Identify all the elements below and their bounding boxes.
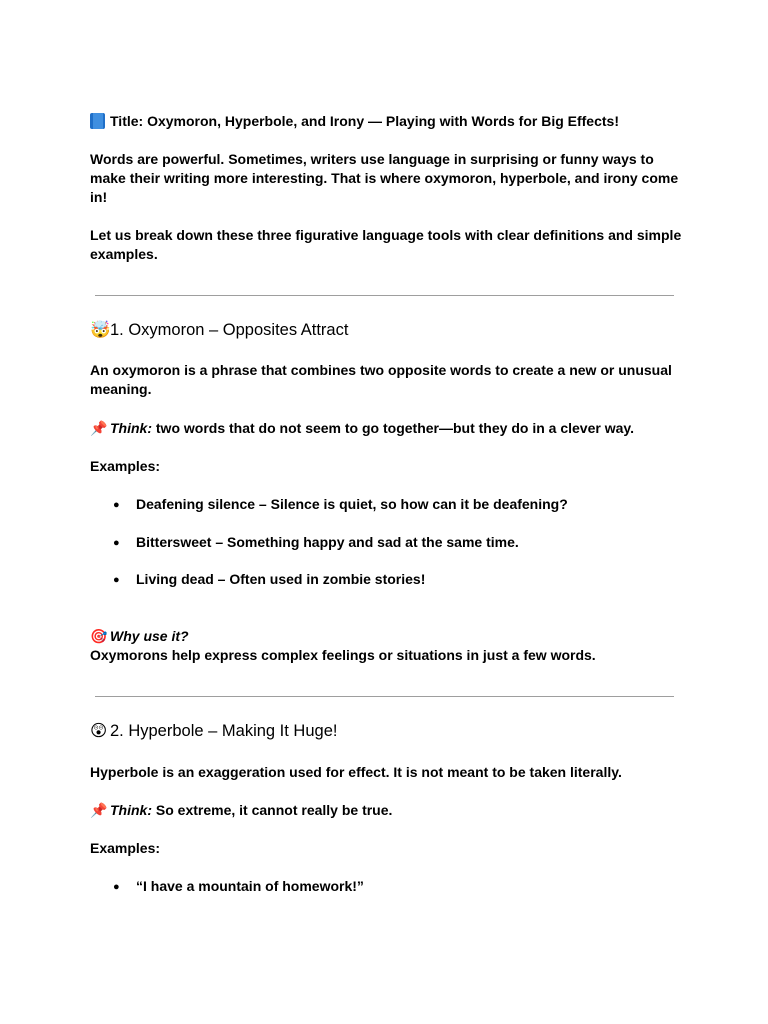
bullet-icon: ● bbox=[113, 881, 120, 893]
bullet-icon: ● bbox=[113, 499, 120, 511]
list-item bbox=[113, 533, 693, 553]
hyperbole-examples-label: Examples: bbox=[90, 840, 161, 856]
pushpin-icon: 📌 bbox=[90, 803, 108, 819]
pushpin-icon: 📌 bbox=[90, 421, 108, 437]
why-label: Why use it? bbox=[110, 628, 189, 644]
book-icon bbox=[90, 113, 105, 129]
oxymoron-think bbox=[90, 419, 690, 439]
intro-paragraph-2: Let us break down these three figurative language tools with clear definitions and simple examples. bbox=[90, 227, 682, 262]
document-title bbox=[90, 112, 690, 131]
hyperbole-definition: Hyperbole is an exaggeration used for effect. It is not meant to be taken literally. bbox=[90, 764, 622, 780]
hyperbole-heading-text: 2. Hyperbole – Making It Huge! bbox=[110, 722, 338, 740]
section-divider bbox=[95, 696, 674, 697]
hyperbole-heading bbox=[90, 721, 690, 741]
list-item bbox=[113, 877, 693, 897]
think-text: So extreme, it cannot really be true. bbox=[152, 802, 393, 818]
target-icon: 🎯 bbox=[90, 629, 108, 645]
list-item-text: Bittersweet – Something happy and sad at the same time. bbox=[136, 534, 519, 550]
intro-paragraph-1: Words are powerful. Sometimes, writers use language in surprising or funny ways to make their writing more interesting. That is where oxymoron, hyperbole, and irony come in! bbox=[90, 151, 679, 205]
oxymoron-why-text: Oxymorons help express complex feelings or situations in just a few words. bbox=[90, 647, 596, 663]
section-divider bbox=[95, 295, 674, 296]
bullet-icon: ● bbox=[113, 537, 120, 549]
think-label: Think: bbox=[110, 420, 152, 436]
oxymoron-definition: An oxymoron is a phrase that combines two opposite words to create a new or unusual meaning. bbox=[90, 362, 672, 397]
list-item bbox=[113, 570, 693, 590]
bullet-icon: ● bbox=[113, 574, 120, 586]
list-item bbox=[113, 495, 693, 515]
oxymoron-examples-label: Examples: bbox=[90, 458, 161, 474]
hyperbole-think bbox=[90, 801, 690, 821]
astonished-face-icon: 😲 bbox=[90, 721, 108, 740]
oxymoron-heading bbox=[90, 320, 690, 340]
list-item-text: “I have a mountain of homework!” bbox=[136, 878, 364, 894]
oxymoron-why-label bbox=[90, 627, 690, 647]
list-item-text: Deafening silence – Silence is quiet, so how can it be deafening? bbox=[136, 496, 568, 512]
think-label: Think: bbox=[110, 802, 152, 818]
oxymoron-heading-text: 1. Oxymoron – Opposites Attract bbox=[110, 321, 349, 339]
list-item-text: Living dead – Often used in zombie stories! bbox=[136, 571, 426, 587]
title-text: Title: Oxymoron, Hyperbole, and Irony — Playing with Words for Big Effects! bbox=[110, 113, 619, 129]
exploding-head-icon: 🤯 bbox=[90, 320, 111, 339]
think-text: two words that do not seem to go together—but they do in a clever way. bbox=[152, 420, 635, 436]
